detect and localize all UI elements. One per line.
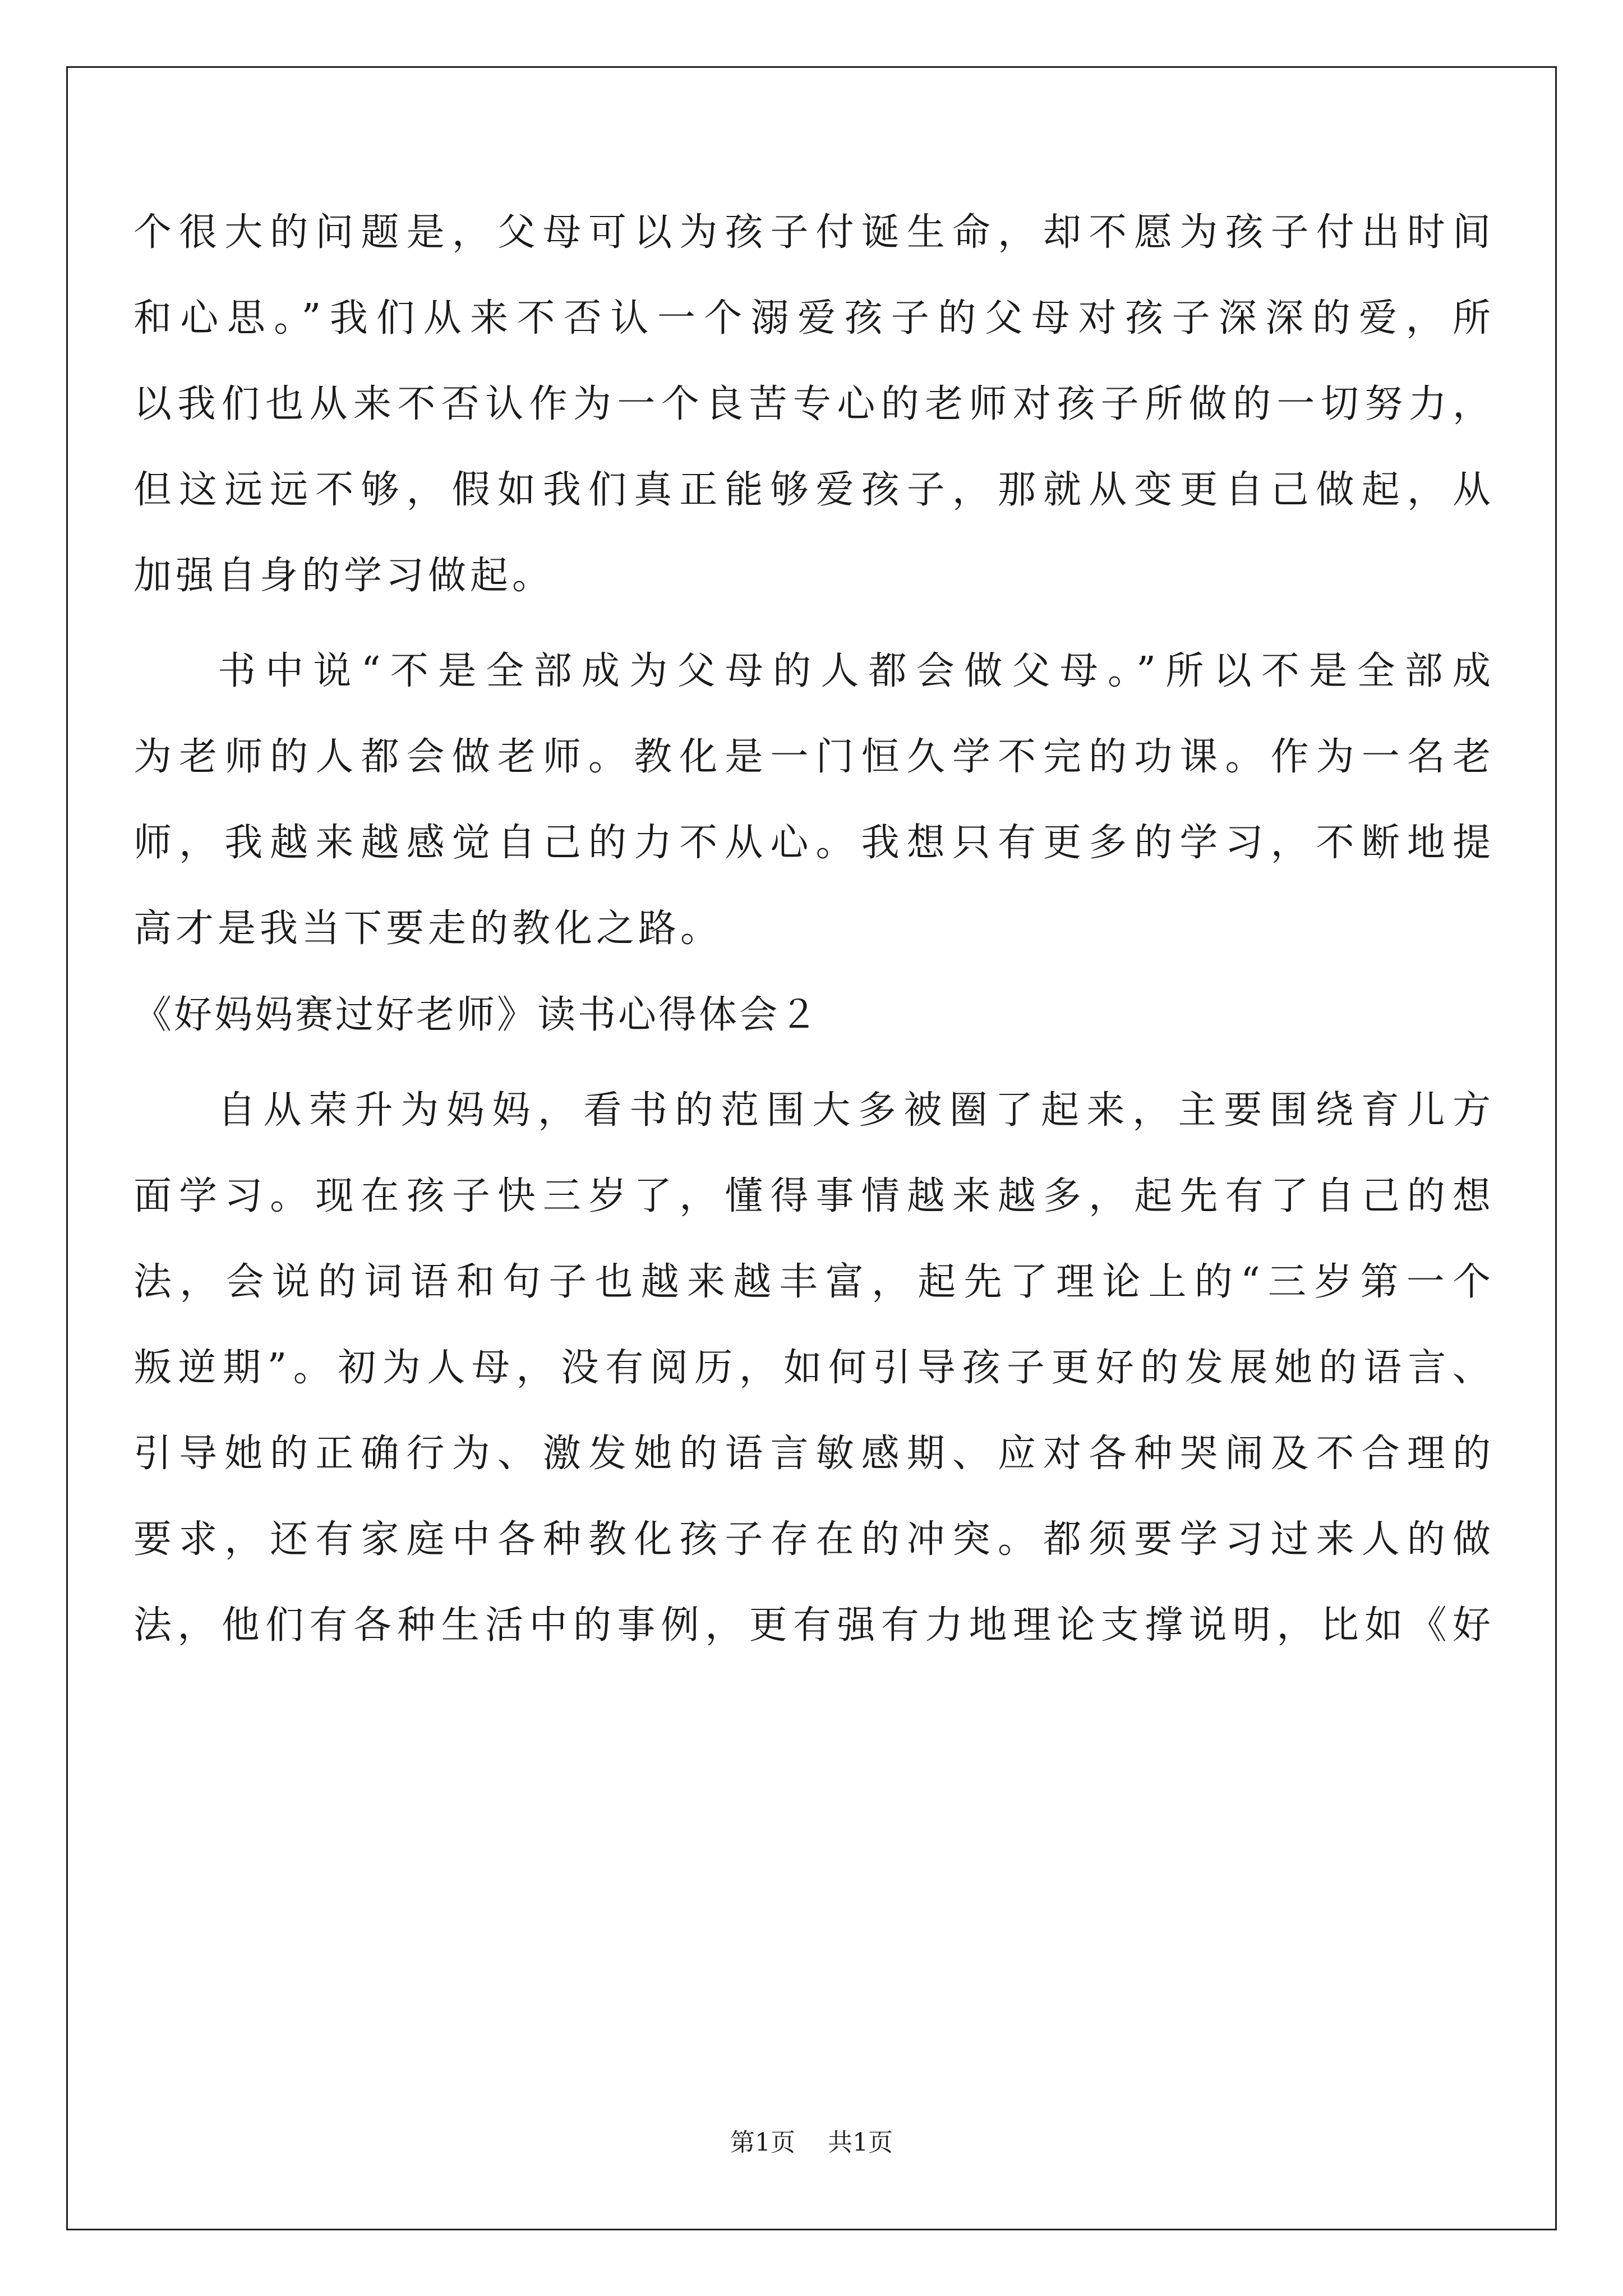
text-line: 书中说“不是全部成为父母的人都会做父母。”所以不是全部成 (218, 649, 1491, 693)
text-line: 个很大的问题是，父母可以为孩子付诞生命，却不愿为孩子付出时间 (133, 210, 1491, 255)
text-line: 法，他们有各种生活中的事例，更有强有力地理论支撑说明，比如《好 (133, 1603, 1491, 1648)
text-line: 和心思。”我们从来不否认一个溺爱孩子的父母对孩子深深的爱，所 (133, 296, 1491, 341)
text-line: 法，会说的词语和句子也越来越丰富，起先了理论上的“三岁第一个 (133, 1260, 1491, 1304)
page-number: 第1页 (730, 2128, 795, 2157)
text-line: 为老师的人都会做老师。教化是一门恒久学不完的功课。作为一名老 (133, 735, 1491, 779)
text-line: 引导她的正确行为、激发她的语言敏感期、应对各种哭闹及不合理的 (133, 1432, 1491, 1476)
text-line: 要求，还有家庭中各种教化孩子存在的冲突。都须要学习过来人的做 (133, 1517, 1491, 1562)
text-line: 师，我越来越感觉自己的力不从心。我想只有更多的学习，不断地提 (133, 821, 1491, 865)
page-total: 共1页 (828, 2128, 893, 2157)
text-line: 叛逆期”。初为人母，没有阅历，如何引导孩子更好的发展她的语言、 (133, 1346, 1491, 1390)
text-line: 以我们也从来不否认作为一个良苦专心的老师对孩子所做的一切努力， (133, 382, 1491, 426)
section-heading: 《好妈妈赛过好老师》读书心得体会２ (133, 993, 820, 1037)
text-line: 面学习。现在孩子快三岁了，懂得事情越来越多，起先有了自己的想 (133, 1174, 1491, 1218)
text-line: 加强自身的学习做起。 (133, 554, 555, 598)
text-line: 但这远远不够，假如我们真正能够爱孩子，那就从变更自己做起，从 (133, 468, 1491, 512)
page-footer (0, 2126, 1623, 2160)
text-line: 自从荣升为妈妈，看书的范围大多被圈了起来，主要围绕育儿方 (218, 1088, 1491, 1133)
text-line: 高才是我当下要走的教化之路。 (133, 907, 723, 951)
